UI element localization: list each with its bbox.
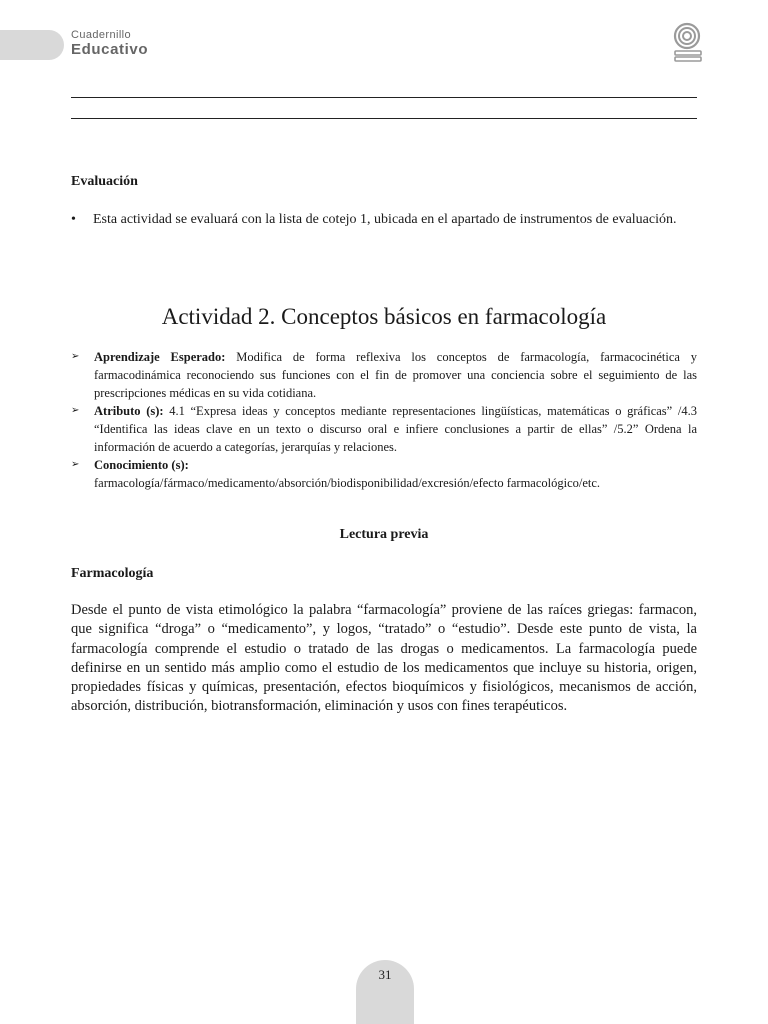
item-label: Atributo (s):	[94, 404, 164, 418]
answer-line	[71, 118, 697, 119]
arrow-bullet-icon: ➢	[71, 405, 80, 416]
answer-line	[71, 97, 697, 98]
item-label: Aprendizaje Esperado:	[94, 350, 226, 364]
list-item	[71, 348, 697, 402]
reading-heading: Lectura previa	[339, 527, 429, 542]
reading-subheading: Farmacología	[71, 566, 154, 581]
item-text: farmacología/fármaco/medicamento/absorción/biodisponibilidad/excresión/efecto farmacológico/etc.	[94, 476, 601, 490]
activity-details-list	[71, 348, 697, 492]
brand-wordmark	[71, 30, 148, 57]
item-label: Conocimiento (s):	[94, 458, 189, 472]
evaluation-heading: Evaluación	[71, 174, 138, 189]
brand-top-text: Cuadernillo	[71, 29, 132, 41]
arrow-bullet-icon: ➢	[71, 351, 80, 362]
header-tab	[0, 30, 64, 60]
bullet-dot-icon: •	[71, 212, 76, 227]
evaluation-bullet-text: Esta actividad se evaluará con la lista de cotejo 1, ubicada en el apartado de instrumentos de evaluación.	[93, 212, 677, 227]
list-item	[71, 402, 697, 456]
item-text: Modifica de forma reflexiva los conceptos de farmacología, farmacocinética y farmacodinámica reconociendo sus funciones con el fin de promover una conciencia sobre el seguimiento de las prescripciones médicas en su vida cotidiana.	[94, 350, 697, 400]
evaluation-bullet	[71, 210, 697, 230]
arrow-bullet-icon: ➢	[71, 459, 80, 470]
page-number: 31	[378, 967, 392, 982]
brand-main-text: Educativo	[71, 40, 149, 58]
reading-paragraph: Desde el punto de vista etimológico la palabra “farmacología” proviene de las raíces griegas: farmacon, que significa “droga” o “medicamento”, y logos, “tratado” o “estudio”. Desde este punto de vista, la farmacología comprende el estudio o tratado de las drogas o medicamentos. La farmacología puede definirse en un sentido más amplio como el estudio de los medicamentos que incluye su historia, origen, propiedades físicas y químicas, presentación, efectos bioquímicos y fisiológicos, mecanismos de acción, absorción, distribución, biotransformación, eliminación y usos con fines terapéuticos.	[71, 602, 697, 715]
list-item	[71, 456, 697, 492]
item-text: 4.1 “Expresa ideas y conceptos mediante representaciones lingüísticas, matemáticas o gráficas” /4.3 “Identifica las ideas clave en un texto o discurso oral e infiere conclusiones a partir de ellas” /5.2” Ordena la información de acuerdo a categorías, jerarquías y relaciones.	[94, 404, 697, 454]
cuadernillo-logo-icon	[670, 22, 706, 64]
activity-title: Actividad 2. Conceptos básicos en farmacología	[161, 304, 607, 329]
